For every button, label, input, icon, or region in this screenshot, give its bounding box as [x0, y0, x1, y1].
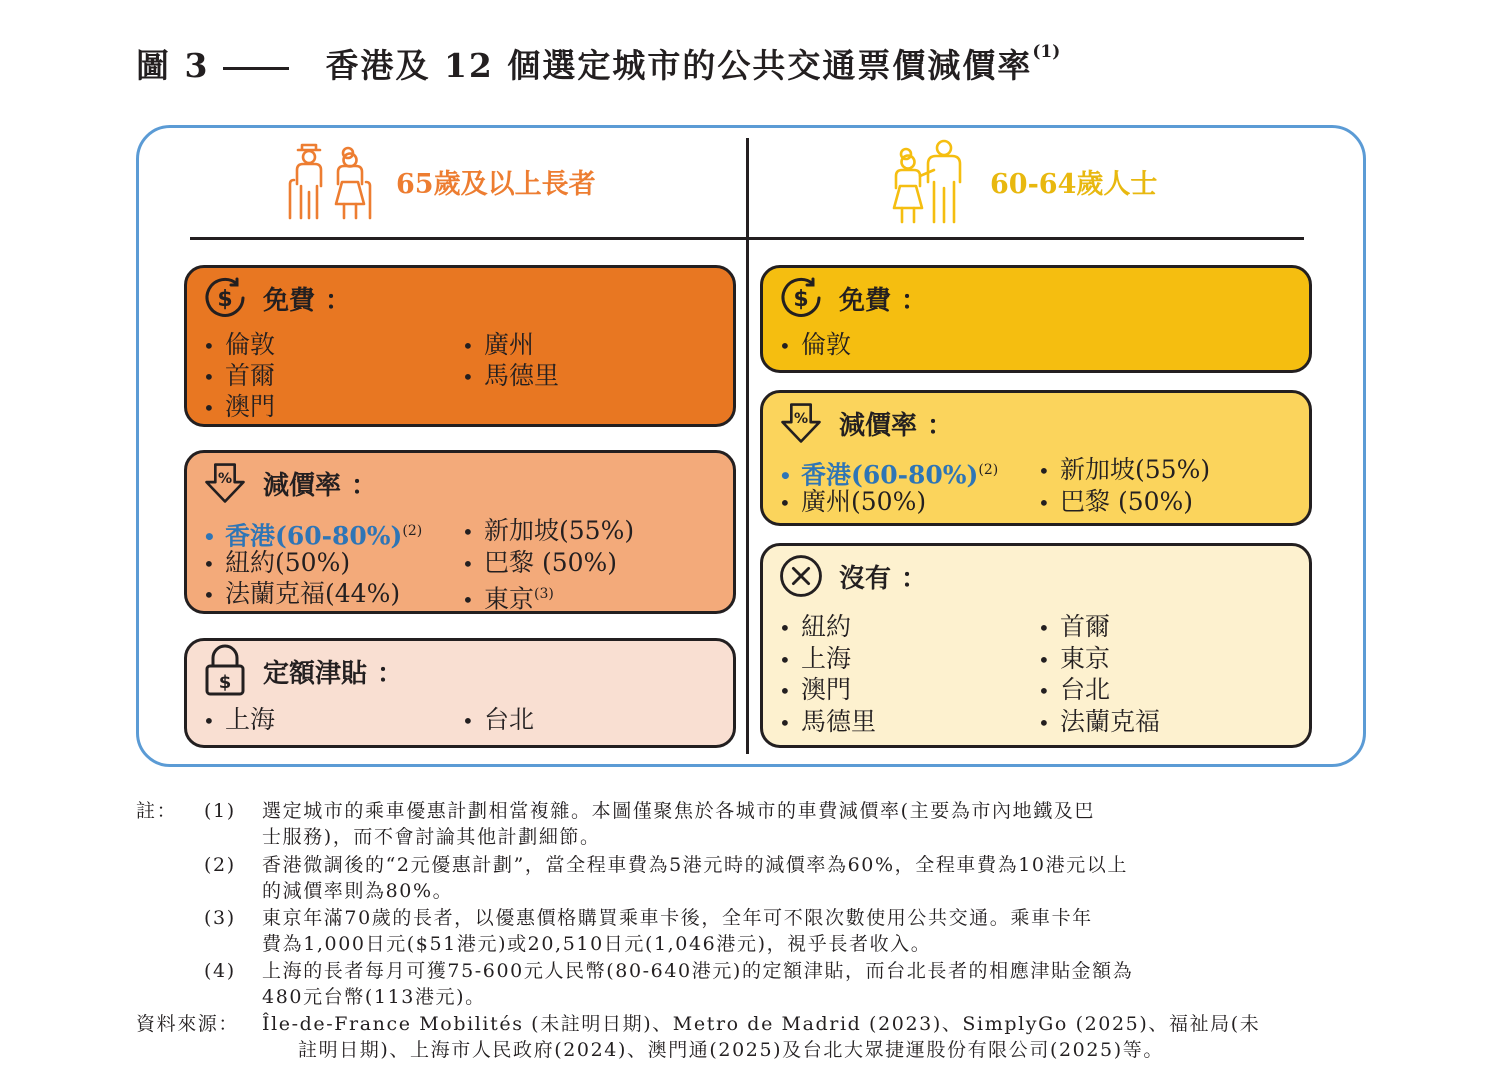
- percent-down-arrow-icon: [779, 401, 823, 445]
- fixed-label-65: 定額津貼: [263, 658, 368, 689]
- note-line: 480元台幣(113港元)。: [262, 986, 486, 1008]
- note-number: (1): [204, 800, 236, 822]
- bullet: •: [779, 491, 791, 515]
- fixed-card-65: [184, 638, 736, 748]
- list-item: [1038, 455, 1210, 486]
- city-name: 法蘭克福: [1060, 707, 1161, 736]
- city-name: 紐約: [801, 612, 852, 641]
- city-name: 台北: [1060, 675, 1111, 704]
- list-item: [779, 612, 851, 643]
- city-name: 首爾: [1060, 612, 1111, 641]
- list-item: [462, 548, 617, 579]
- fixed-colon-65: ：: [377, 658, 404, 689]
- list-item: [462, 330, 534, 361]
- free-card-65-head: [203, 276, 351, 320]
- city-name: 台北: [484, 705, 535, 734]
- bullet: •: [1038, 711, 1050, 735]
- bullet: •: [1038, 648, 1050, 672]
- list-item-hong-kong: [203, 516, 422, 552]
- city-name: 首爾: [225, 361, 276, 390]
- fixed-card-65-head: [203, 649, 403, 693]
- figure-number: 圖 3: [136, 46, 210, 85]
- city-name: 巴黎 (50%): [484, 548, 618, 577]
- note-number: (3): [204, 907, 236, 929]
- none-colon-60: ：: [901, 563, 928, 594]
- source-label: 資料來源：: [136, 1013, 240, 1035]
- notes-label: 註：: [136, 800, 178, 822]
- city-name: 東京: [1060, 644, 1111, 673]
- list-item: [203, 361, 275, 392]
- bullet: •: [779, 464, 792, 489]
- bullet: •: [1038, 491, 1050, 515]
- horizontal-divider: [190, 237, 1304, 240]
- title-dash: [223, 67, 289, 70]
- city-name: 香港(60-80%): [801, 460, 979, 490]
- city-name: 巴黎 (50%): [1060, 487, 1194, 516]
- note-line: 香港微調後的“2元優惠計劃”，當全程車費為5港元時的減價率為60%，全程車費為10港元以上: [262, 854, 1129, 876]
- bullet: •: [462, 365, 474, 389]
- city-name: 廣州(50%): [801, 487, 927, 516]
- city-name: 上海: [225, 705, 276, 734]
- city-name: 馬德里: [484, 361, 560, 390]
- city-name: 紐約(50%): [225, 548, 351, 577]
- title-note-ref: (1): [1032, 42, 1061, 62]
- bullet: •: [462, 552, 474, 576]
- none-label-60: 沒有: [839, 563, 892, 594]
- free-colon-65: ：: [325, 285, 352, 316]
- svg-text:$: $: [217, 287, 233, 312]
- note-line: 選定城市的乘車優惠計劃相當複雜。本圖僅聚焦於各城市的車費減價率(主要為市內地鐵及巴: [262, 800, 1096, 822]
- list-item: [462, 361, 559, 392]
- note-number: (2): [204, 854, 236, 876]
- free-card-60-head: [779, 276, 927, 320]
- source-line: 註明日期)、上海市人民政府(2024)、澳門通(2025)及台北大眾捷運股份有限公司(2025)等。: [298, 1039, 1164, 1061]
- city-name: 倫敦: [801, 330, 852, 359]
- bullet: •: [203, 396, 215, 420]
- city-name: 澳門: [801, 675, 852, 704]
- list-item: [1038, 675, 1110, 706]
- group-head-65: [284, 140, 596, 222]
- list-item: [779, 644, 851, 675]
- list-item: [1038, 707, 1160, 738]
- bullet: •: [779, 711, 791, 735]
- list-item: [203, 579, 400, 610]
- discount-card-65: [184, 450, 736, 614]
- discount-label-60: 減價率: [839, 410, 918, 441]
- city-name: 香港(60-80%): [225, 521, 403, 551]
- group-label-65: 65歲及以上長者: [396, 168, 596, 200]
- group-head-60-64: [888, 136, 1157, 226]
- bullet: •: [203, 334, 215, 358]
- list-item-hong-kong: [779, 455, 998, 491]
- svg-text:$: $: [793, 287, 809, 312]
- bullet: •: [1038, 679, 1050, 703]
- none-card-60-head: [779, 554, 927, 598]
- note-ref: (3): [534, 586, 554, 602]
- adult-with-elder-icon: [888, 136, 972, 226]
- svg-text:%: %: [217, 471, 233, 487]
- city-name: 上海: [801, 644, 852, 673]
- svg-text:$: $: [218, 672, 232, 693]
- list-item: [779, 675, 851, 706]
- vertical-divider: [746, 138, 749, 754]
- bullet: •: [203, 583, 215, 607]
- free-card-60: [760, 265, 1312, 373]
- none-card-60: [760, 543, 1312, 748]
- free-label-60: 免費: [839, 285, 892, 316]
- list-item: [1038, 644, 1110, 675]
- list-item: [462, 705, 534, 736]
- bullet: •: [779, 648, 791, 672]
- free-colon-60: ：: [901, 285, 928, 316]
- bullet: •: [462, 588, 474, 613]
- bullet: •: [203, 365, 215, 389]
- note-line: 士服務)，而不會討論其他計劃細節。: [262, 826, 601, 848]
- discount-card-60: [760, 390, 1312, 526]
- note-line: 費為1,000日元($51港元)或20,510日元(1,046港元)，視乎長者收入。: [262, 933, 932, 955]
- bullet: •: [1038, 459, 1050, 483]
- list-item: [779, 330, 851, 361]
- list-item: [203, 392, 275, 423]
- bullet: •: [203, 709, 215, 733]
- city-name: 廣州: [484, 330, 535, 359]
- list-item: [1038, 487, 1193, 518]
- padlock-dollar-icon: [203, 649, 247, 693]
- bullet: •: [1038, 616, 1050, 640]
- group-label-60-64: 60-64歲人士: [990, 168, 1158, 200]
- note-line: 的減價率則為80%。: [262, 880, 454, 902]
- list-item: [462, 579, 554, 615]
- bullet: •: [779, 679, 791, 703]
- note-ref: (2): [402, 523, 423, 539]
- bullet: •: [462, 709, 474, 733]
- list-item: [203, 548, 350, 579]
- list-item: [779, 487, 926, 518]
- note-ref: (2): [978, 462, 999, 478]
- city-name: 新加坡(55%): [484, 516, 635, 545]
- list-item: [203, 330, 275, 361]
- city-name: 倫敦: [225, 330, 276, 359]
- list-item: [203, 705, 275, 736]
- note-line: 東京年滿70歲的長者，以優惠價格購買乘車卡後，全年可不限次數使用公共交通。乘車卡年: [262, 907, 1093, 929]
- list-item: [462, 516, 634, 547]
- cross-circle-icon: [779, 554, 823, 598]
- bullet: •: [203, 552, 215, 576]
- list-item: [1038, 612, 1110, 643]
- bullet: •: [779, 616, 791, 640]
- note-number: (4): [204, 960, 236, 982]
- bullet: •: [203, 525, 216, 550]
- note-line: 上海的長者每月可獲75-600元人民幣(80-640港元)的定額津貼，而台北長者的相應津貼金額為: [262, 960, 1134, 982]
- free-label-65: 免費: [263, 285, 316, 316]
- bullet: •: [779, 334, 791, 358]
- discount-colon-60: ：: [927, 410, 954, 441]
- list-item: [779, 707, 876, 738]
- figure-title: [136, 40, 1060, 87]
- discount-colon-65: ：: [351, 470, 378, 501]
- discount-card-65-head: [203, 461, 377, 505]
- bullet: •: [462, 520, 474, 544]
- bullet: •: [462, 334, 474, 358]
- city-name: 馬德里: [801, 707, 877, 736]
- elderly-couple-icon: [284, 140, 378, 222]
- city-name: 東京: [484, 584, 535, 614]
- svg-text:%: %: [793, 411, 809, 427]
- discount-card-60-head: [779, 401, 953, 445]
- city-name: 法蘭克福(44%): [225, 579, 401, 608]
- dollar-circle-icon: [779, 276, 823, 320]
- city-name: 澳門: [225, 392, 276, 421]
- source-line: Île-de-France Mobilités (未註明日期)、Metro de Madrid (2023)、SimplyGo (2025)、福祉局(未: [262, 1013, 1261, 1035]
- city-name: 新加坡(55%): [1060, 455, 1211, 484]
- dollar-circle-icon: [203, 276, 247, 320]
- discount-label-65: 減價率: [263, 470, 342, 501]
- free-card-65: [184, 265, 736, 427]
- figure-title-text: 香港及 12 個選定城市的公共交通票價減價率: [325, 46, 1033, 85]
- percent-down-arrow-icon: [203, 461, 247, 505]
